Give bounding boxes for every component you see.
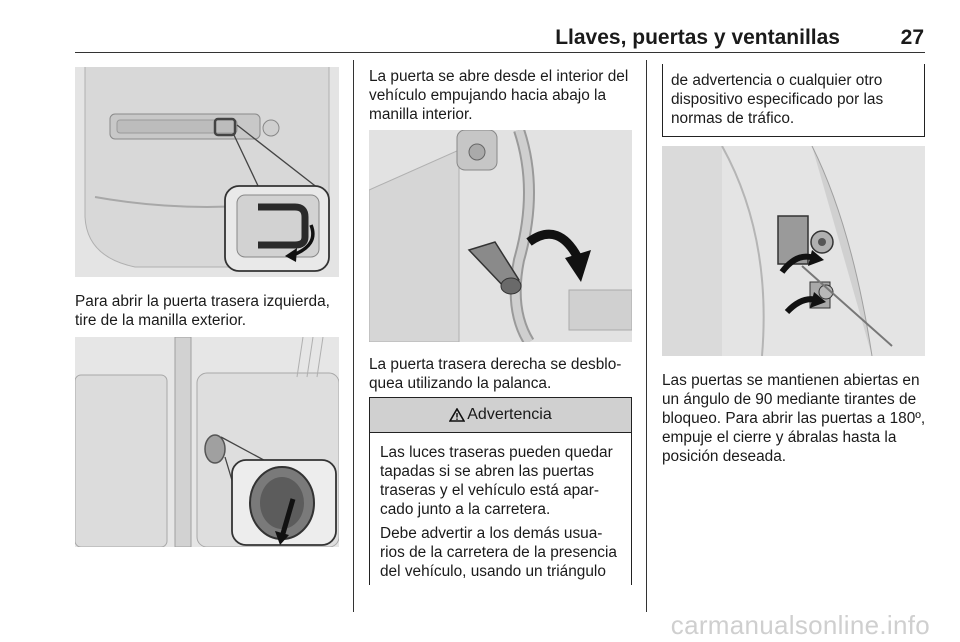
page-number: 27 [900, 26, 924, 49]
paragraph: Las puertas se mantienen abiertas en un ángulo de 90 mediante tirantes de bloqueo. Para abrir las puertas a 180º, empuje el cierre y ábralas hasta la posición deseada. [662, 372, 926, 465]
figure-door-stop [662, 146, 925, 356]
warning-box-continued [662, 64, 925, 137]
header-rule [75, 52, 925, 53]
warning-title: Advertencia [467, 406, 552, 423]
column-divider [353, 60, 354, 612]
figure-rear-door-handle [75, 67, 339, 277]
warning-box [369, 397, 632, 585]
paragraph: La puerta se abre desde el interior del vehículo empujando hacia abajo la manilla interior. [369, 68, 629, 123]
warning-text: Debe advertir a los demás usua‐rios de la carretera de la presencia del vehículo, usando un triángulo [380, 525, 617, 580]
warning-header [370, 398, 631, 433]
column-divider [646, 60, 647, 612]
paragraph: La puerta trasera derecha se desblo‐quea utilizando la palanca. [369, 356, 622, 392]
paragraph: Para abrir la puerta trasera izquierda, tire de la manilla exterior. [75, 293, 330, 329]
warning-text: de advertencia o cualquier otro dispositivo especificado por las normas de tráfico. [671, 72, 884, 127]
watermark: carmanualsonline.info [670, 610, 930, 640]
warning-triangle-icon [449, 408, 465, 422]
section-title: Llaves, puertas y ventanillas [555, 26, 840, 49]
warning-text: Las luces traseras pueden quedar tapadas si se abren las puertas traseras y el vehículo está apar‐cado junto a la carretera. [380, 444, 613, 518]
figure-interior-lever [75, 337, 339, 547]
figure-inner-handle [369, 130, 632, 342]
